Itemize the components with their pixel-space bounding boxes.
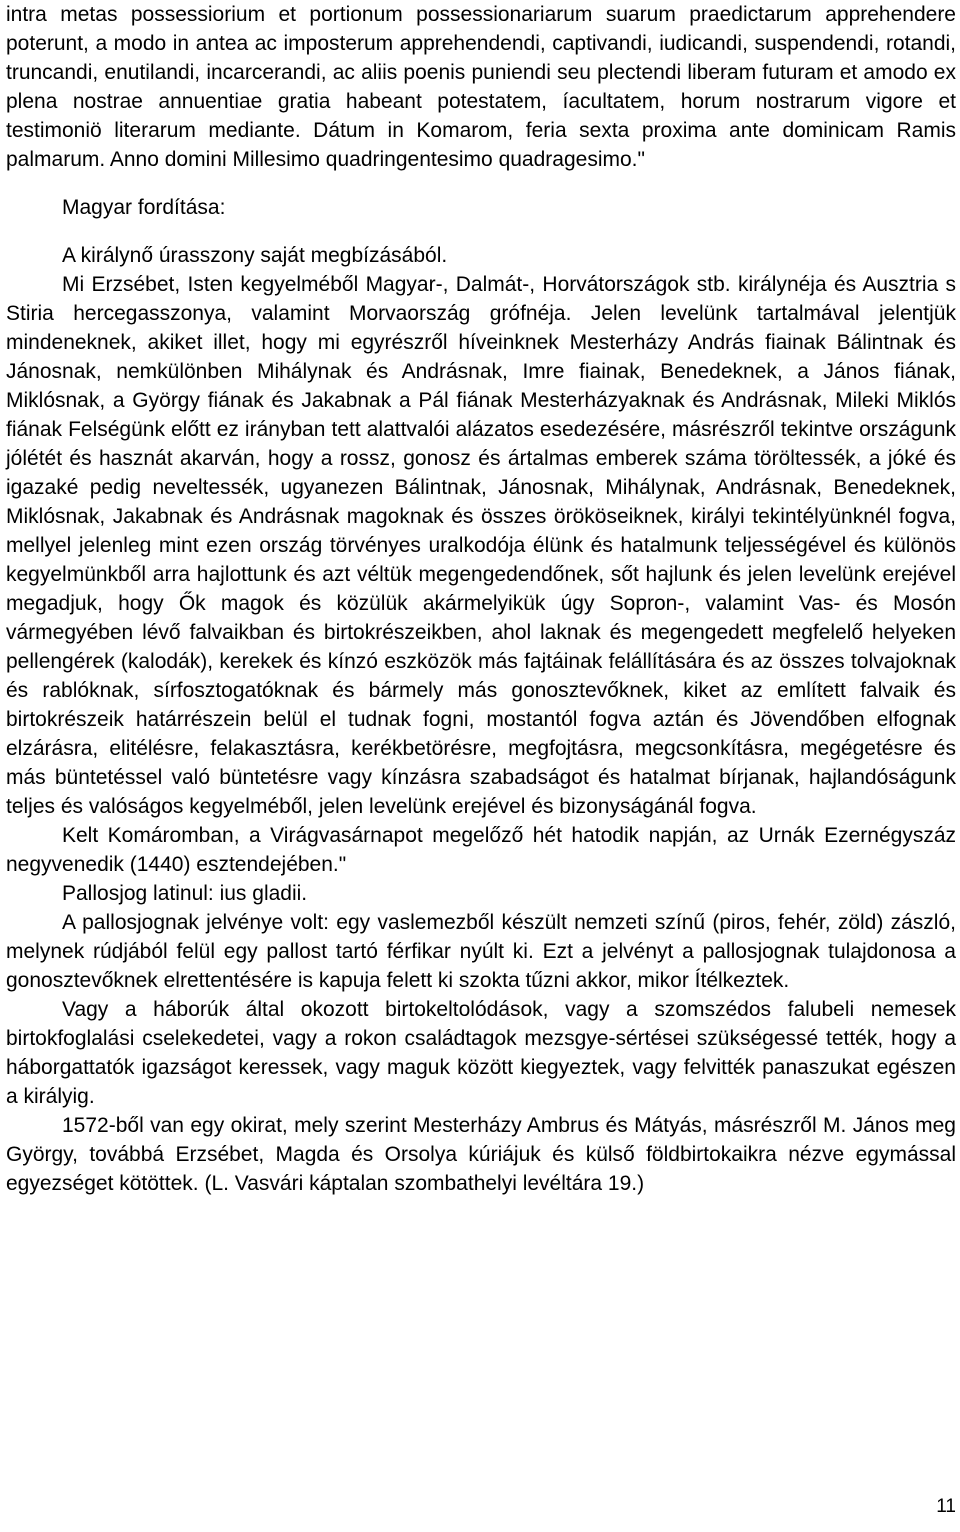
page-number: 11	[936, 1496, 956, 1517]
paragraph-pallosjog-jelvenye: A pallosjognak jelvénye volt: egy vaslemezből készült nemzeti színű (piros, fehér, zöld) zászló, melynek rúdjából felül egy pallost tartó férfikar nyúlt ki. Ezt a jelvényt a pallosjognak tulajdonosa a gonosztevőknek elrettentésére is kapuja felett ki szokta tűzni akkor, mikor Ítélkeztek.	[6, 911, 956, 992]
latin-text-paragraph: intra metas possessiorium et portionum possessionariarum suarum praedictarum apprehendere poterunt, a modo in antea ac imposterum apprehendendi, captivandi, iudicandi, suspendendi, rotandi, truncandi, enutilandi, incarcerandi, ac aliis poenis puniendi seu plectendi liberam futuram et amodo ex plena nostrae annuentiae gratia habeant potestatem, íacultatem, horum nostrarum vigore et testimoniö literarum mediante. Dátum in Komarom, feria sexta proxima ante dominicam Ramis palmarum. Anno domini Millesimo quadringentesimo quadragesimo."	[6, 3, 956, 171]
translation-paragraph-body: Mi Erzsébet, Isten kegyelméből Magyar-, Dalmát-, Horvátországok stb. királynéja és Ausztria s Stiria hercegasszonya, valamint Morvaország grófnéja. Jelen levelünk tartalmával jelentjük mindeneknek, akiket illet, hogy mi egyrészről híveinknek Mesterházy András fiainak Bálintnak és Jánosnak, nemkülönben Mihálynak és Andrásnak, Imre fiainak, Benedeknek, a János fiának, Miklósnak, a György fiának és Jakabnak a Pál fiának Mesterházyaknak és Andrásnak, Mileki Miklós fiának Felségünk előtt ez irányban tett alattvalói alázatos esedezésére, másrészről tekintve országunk jólétét és hasznát akarván, hogy a rossz, gonosz és ártalmas emberek száma töröltessék, a jóké és igazaké pedig neveltessék, ugyanezen Bálintnak, Jánosnak, Mihálynak, Andrásnak, Benedeknek, Miklósnak, Jakabnak és Andrásnak magoknak és összes örököseiknek, királyi tekintélyünknél fogva, mellyel jelenleg mint ezen ország törvényes uralkodója élünk és hatalmunk teljességével és különös kegyelmünkből arra hajlottunk és azt véltük megengedendőnek, sőt hajlunk és jelen levelünk erejével megadjuk, hogy Ők magok és közülük akármelyikük úgy Sopron-, valamint Vas- és Mosón vármegyében lévő falvaikban és birtokrészeikben, ahol laknak és megengedett megfelelő helyeken pellengérek (kalodák), kerekek és kínzó eszközök más fajtáinak felállítására és az összes tolvajoknak és rablóknak, sírfosztogatóknak és bármely más gonosztevőknek, kiket az említett falvaik és birtokrészeik határrészein belül el tudnak fogni, mostantól fogva aztán és Jövendőben elfognak elzárásra, elitélésre, felakasztásra, kerékbetörésre, megfojtásra, megcsonkításra, megégetésre és más büntetéssel való büntetésre vagy kínzásra szabadságot és hatalmat bírjanak, hajlandóságunk teljes és valóságos kegyelméből, jelen levelünk erejével és bizonyságánál fogva.	[6, 273, 956, 818]
paragraph-ius-gladii: Pallosjog latinul: ius gladii.	[62, 882, 308, 905]
translation-line-mandate: A királynő úrasszony saját megbízásából.	[62, 244, 448, 267]
translation-heading: Magyar fordítása:	[62, 196, 226, 219]
translation-paragraph-dating: Kelt Komáromban, a Virágvasárnapot megelőző hét hatodik napján, az Urnák Ezernégyszáz negyvenedik (1440) esztendejében."	[6, 824, 956, 876]
paragraph-birtokeltolodasok: Vagy a háborúk által okozott birtokeltolódások, vagy a szomszédos falubeli nemesek birtokfoglalási cselekedetei, vagy a rokon családtagok mezsgye-sértései szükségessé tették, hogy a háborgattatók igazságot keressek, vagy maguk között kiegyeztek, vagy felvitték panaszukat egészen a királyig.	[6, 998, 956, 1108]
paragraph-okirat-1572: 1572-ből van egy okirat, mely szerint Mesterházy Ambrus és Mátyás, másrészről M. János meg György, továbbá Erzsébet, Magda és Orsolya kúriájuk és külső földbirtokaikra nézve egymással egyezséget kötöttek. (L. Vasvári káptalan szombathelyi levéltára 19.)	[6, 1114, 956, 1195]
